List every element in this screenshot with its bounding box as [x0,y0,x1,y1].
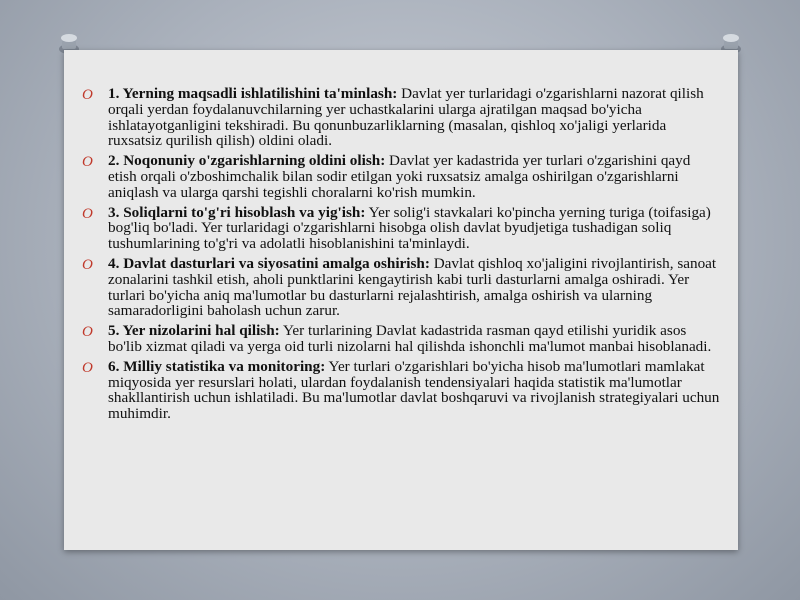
list-item [82,256,722,319]
list-item [82,359,722,422]
item-heading: 2. Noqonuniy o'zgarishlarning oldini olish: [108,152,386,170]
item-text: Yer turlari o'zgarishlari bo'yicha hisob ma'lumotlari mamlakat miqyosida yer resurslari holati, ulardan foydalanish tendensiyalari haqida statistik ma'lumotlar shakllantirish uchun ishlatiladi. Bu ma'lumotlar davlat boshqaruvi va rivojlanish strategiyalari uchun muhimdir. [108,357,720,423]
bullet-icon: O [82,324,93,341]
bullet-icon: O [82,87,93,103]
item-heading: 1. Yerning maqsadli ishlatilishini ta'minlash: [108,85,398,102]
item-heading: 4. Davlat dasturlari va siyosatini amalga oshirish: [108,254,430,272]
item-text: Yer solig'i stavkalari ko'pincha yerning turiga (toifasiga) bog'liq bo'ladi. Yer turlaridagi o'zgarishlarni hisobga olish davlat byudjetiga tushadigan soliq tushumlarining to'g'ri va adolatli hisoblanishini ta'minlaydi. [108,203,711,253]
bullet-icon: O [82,205,93,222]
item-text: Davlat yer kadastrida yer turlari o'zgarishini qayd etish orqali o'zboshimchalik bilan sodir etilgan yoki ruxsatsiz amalga oshirilgan o'zgarishlarni aniqlash va ularga qarshi tegishli choralarni ko'rish mumkin. [108,152,691,201]
list-item [82,86,722,149]
list-item [82,153,722,200]
list-item [82,323,722,355]
bullet-icon: O [82,256,93,273]
item-heading: 5. Yer nizolarini hal qilish: [108,322,280,340]
bullet-icon: O [82,154,93,171]
list-item [82,205,722,252]
item-heading: 3. Soliqlarni to'g'ri hisoblash va yig'ish: [108,203,366,221]
item-heading: 6. Milliy statistika va monitoring: [108,357,326,375]
item-text: Davlat yer turlaridagi o'zgarishlarni nazorat qilish orqali yerdan foydalanuvchilarning yer uchastkalarini ularga ajratilgan maqsad bo'yicha ishlatayotganligini tekshiradi. Bu qonunbuzarliklarning (masalan, qishloq xo'jaligi yerlarida ruxsatsiz qurilish qilish) oldini oladi. [108,85,704,150]
item-text: Davlat qishloq xo'jaligini rivojlantirish, sanoat zonalarini tashkil etish, aholi punktlarini kengaytirish kabi turli dasturlarni amalga oshiradi. Yer turlari bo'yicha aniq ma'lumotlar bu dasturlarni rejalashtirish, amalga oshirish va ularning samaradorligini baholash uchun zarur. [108,254,717,320]
bullet-list [82,86,722,426]
bullet-icon: O [82,359,93,376]
item-text: Yer turlarining Davlat kadastrida rasman qayd etilishi yuridik asos bo'lib xizmat qiladi va yerga oid turli nizolarni hal qilishda ishonchli ma'lumot manbai hisoblanadi. [108,322,712,355]
